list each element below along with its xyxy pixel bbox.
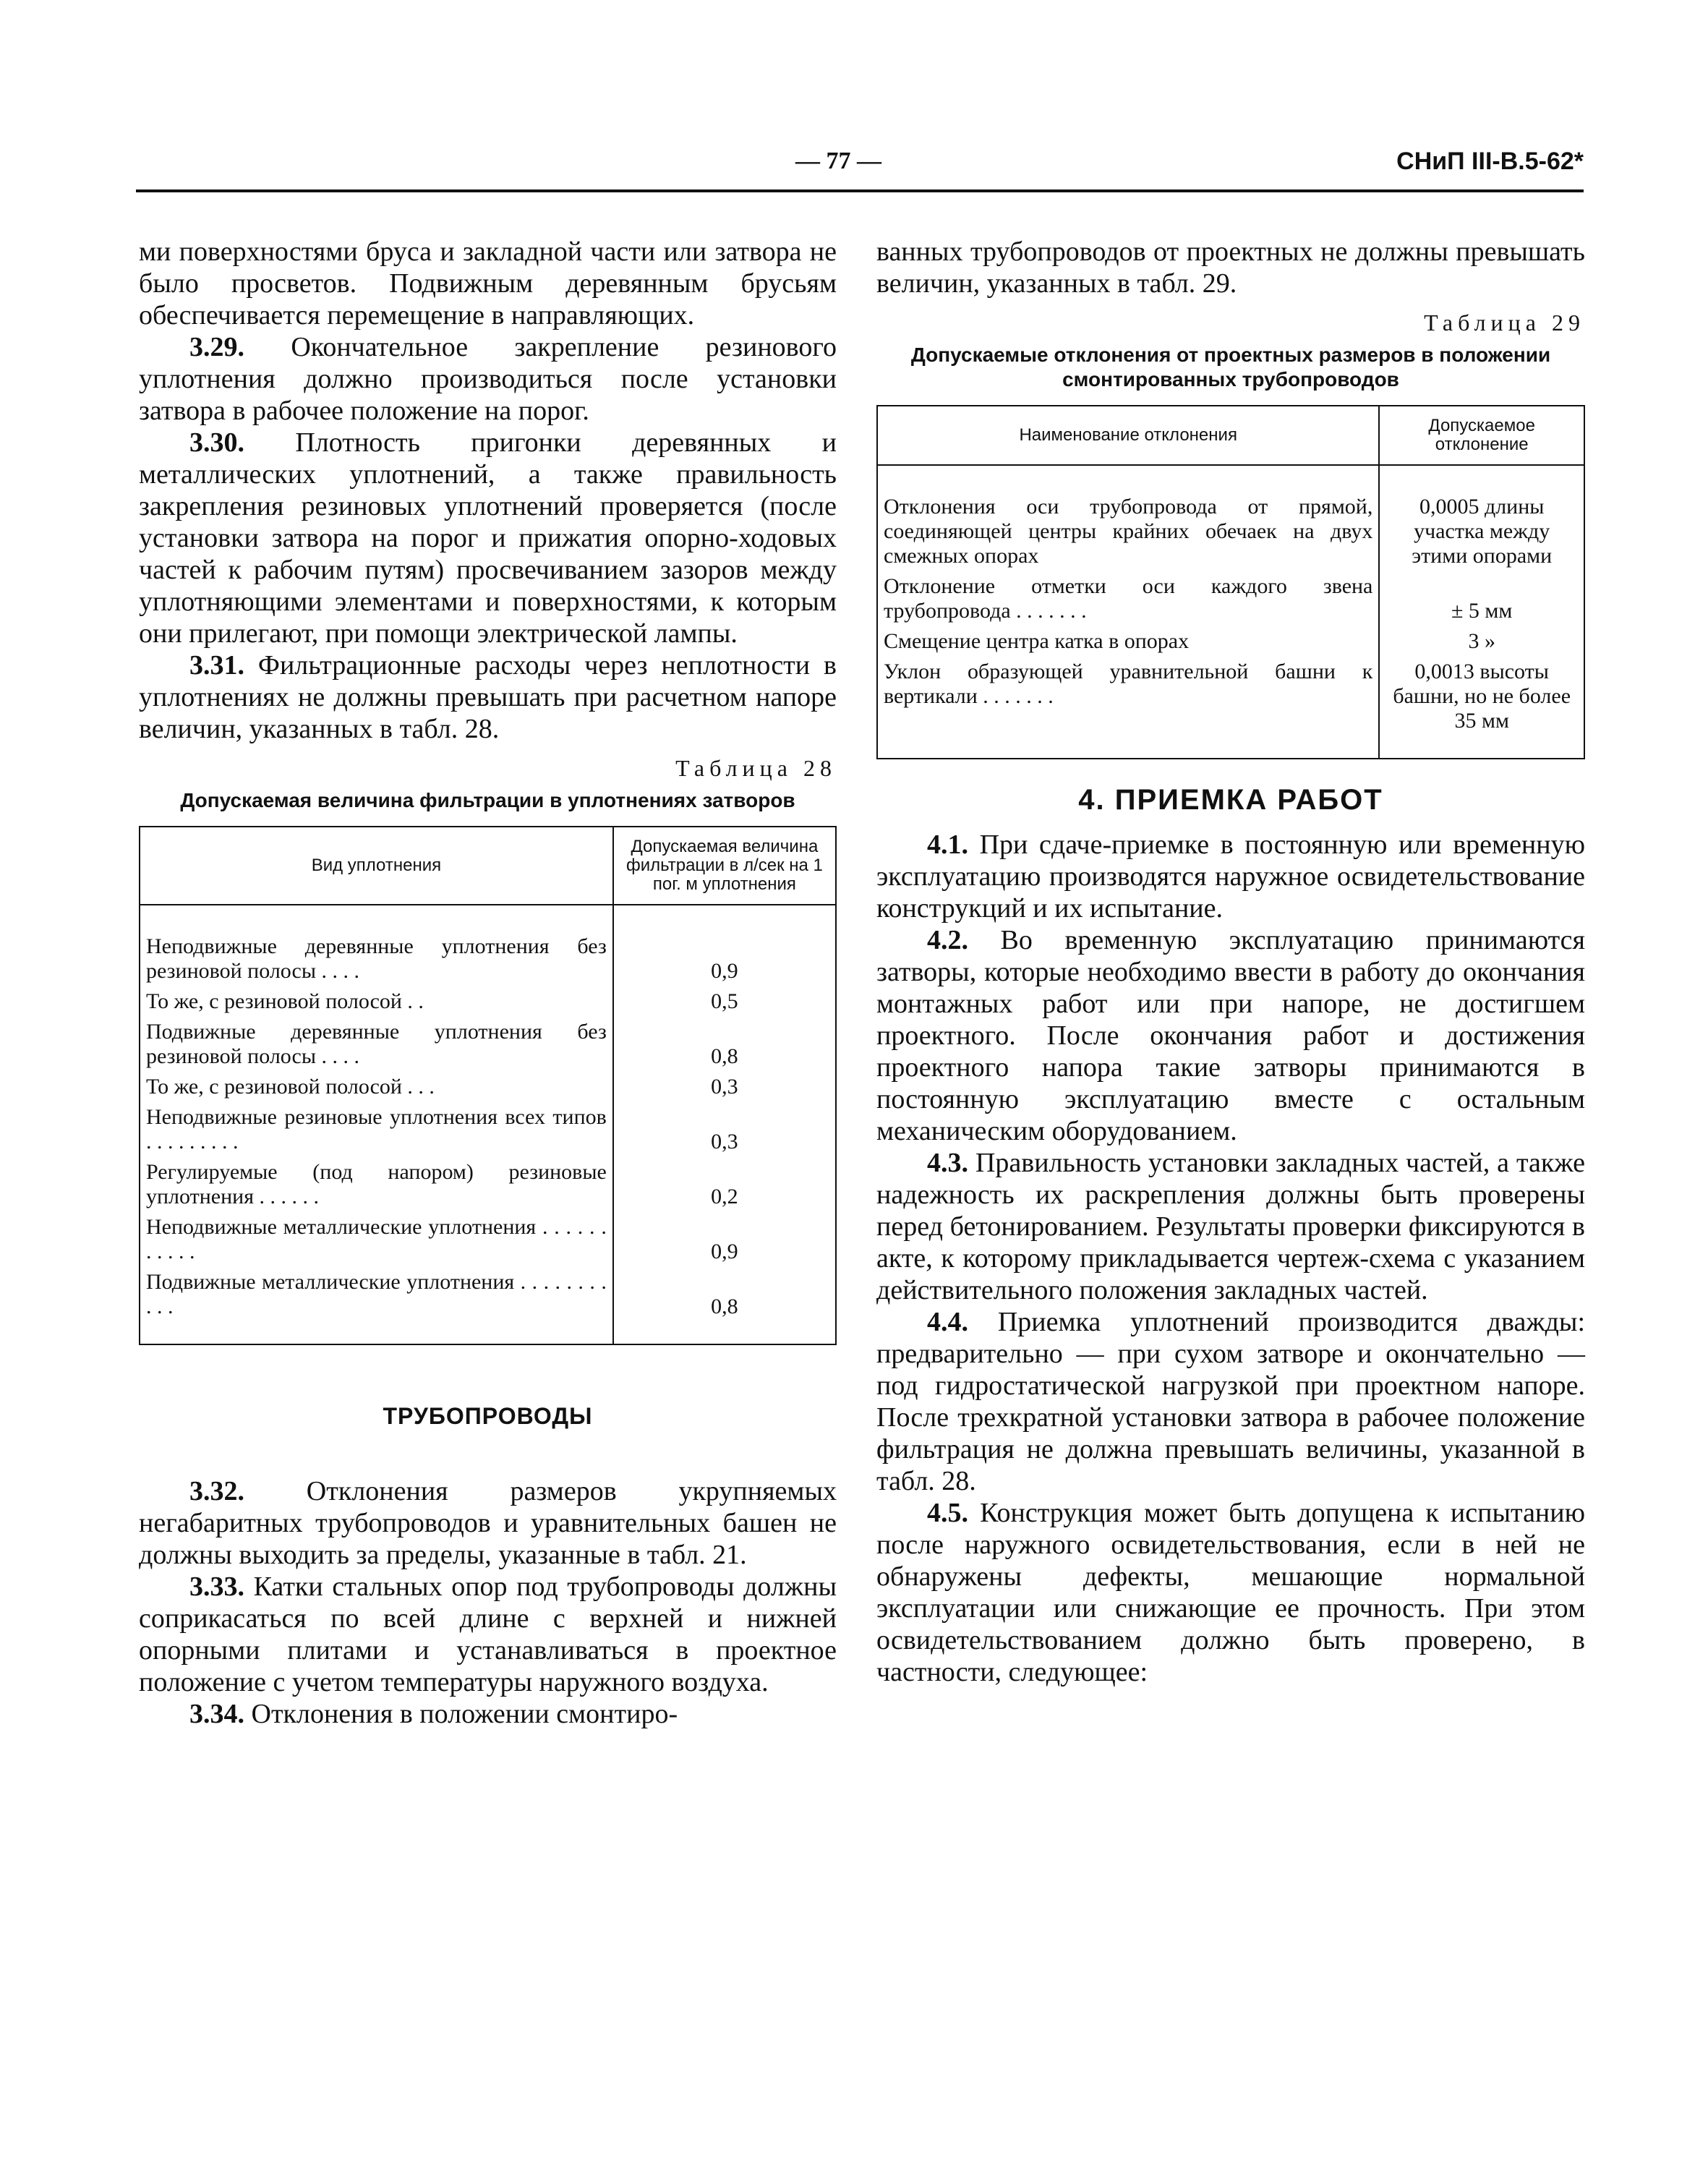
table-28-header-value: Допускаемая величина фильтрации в л/сек на 1 пог. м уплотнения	[613, 827, 836, 905]
paragraph-4-3	[876, 1147, 1585, 1306]
paragraph-3-29	[139, 331, 837, 427]
row-value: 0,0005 длины участка между этими опорами	[1379, 465, 1584, 571]
clause-number: 3.30.	[189, 427, 244, 458]
table-29-caption: Допускаемые отклонения от проектных размеров в положении смонтированных трубопроводов	[910, 344, 1551, 391]
table-row	[877, 657, 1584, 759]
right-column	[876, 236, 1585, 1688]
clause-number: 4.1.	[927, 830, 968, 860]
paragraph-4-5	[876, 1497, 1585, 1688]
document-code: СНиП III-В.5-62*	[1396, 148, 1584, 175]
paragraph-3-32	[139, 1475, 837, 1571]
clause-number: 3.32.	[189, 1476, 244, 1506]
paragraph-4-4	[876, 1306, 1585, 1497]
paragraph-3-33	[139, 1571, 837, 1698]
clause-number: 3.33.	[189, 1572, 244, 1602]
header-rule	[136, 189, 1584, 192]
row-label: Уклон образующей уравнительной башни к вертикали . . . . . . .	[877, 657, 1379, 759]
section-heading-pipelines: ТРУБОПРОВОДЫ	[383, 1403, 593, 1429]
row-value: ± 5 мм	[1379, 571, 1584, 626]
row-label: Неподвижные деревянные уплотнения без резиновой полосы . . . .	[140, 905, 613, 986]
table-29-label: Таблица 29	[1424, 310, 1585, 336]
table-row	[140, 1102, 836, 1157]
paragraph-3-31	[139, 649, 837, 745]
row-value: 0,5	[613, 986, 836, 1017]
clause-text: Во временную эксплуатацию принимаются затворы, которые необходимо ввести в работу до окончания монтажных работ или при напоре, не достигшем проектного. После окончания работ и достижения проектного напора такие затворы принимаются в постоянную эксплуатацию вместе с остальным механическим оборудованием.	[876, 925, 1585, 1146]
table-row	[877, 571, 1584, 626]
row-value: 0,0013 высоты башни, но не более 35 мм	[1379, 657, 1584, 759]
table-row	[140, 1212, 836, 1267]
table-row	[140, 986, 836, 1017]
row-label: Смещение центра катка в опорах	[877, 626, 1379, 657]
table-28	[139, 826, 837, 1345]
clause-text: Отклонения размеров укрупняемых негабаритных трубопроводов и уравнительных башен не должны выходить за пределы, указанные в табл. 21.	[139, 1476, 837, 1570]
paragraph-3-30	[139, 427, 837, 649]
clause-text: Фильтрационные расходы через неплотности в уплотнениях не должны превышать при расчетном напоре величин, указанных в табл. 28.	[139, 650, 837, 744]
clause-text: Окончательное закрепление резинового уплотнения должно производиться после установки затвора в рабочее положение на порог.	[139, 332, 837, 426]
section-heading-acceptance: 4. ПРИЕМКА РАБОТ	[1078, 784, 1383, 816]
clause-number: 3.34.	[189, 1699, 244, 1729]
paragraph-4-2	[876, 924, 1585, 1147]
row-value: 0,8	[613, 1267, 836, 1344]
row-label: Подвижные металлические уплотнения . . . . . . . . . . .	[140, 1267, 613, 1344]
row-value: 0,8	[613, 1017, 836, 1072]
row-value: 0,2	[613, 1157, 836, 1212]
row-label: Неподвижные резиновые уплотнения всех типов . . . . . . . . .	[140, 1102, 613, 1157]
paragraph-4-1	[876, 829, 1585, 924]
row-label: Подвижные деревянные уплотнения без резиновой полосы . . . .	[140, 1017, 613, 1072]
paragraph-3-34	[139, 1698, 837, 1730]
table-row	[140, 1072, 836, 1102]
paragraph-continued: ванных трубопроводов от проектных не должны превышать величин, указанных в табл. 29.	[876, 236, 1585, 299]
row-label: То же, с резиновой полосой . . .	[140, 1072, 613, 1102]
clause-number: 4.3.	[927, 1148, 968, 1178]
row-label: Неподвижные металлические уплотнения . . . . . . . . . . .	[140, 1212, 613, 1267]
paragraph-continued: ми поверхностями бруса и закладной части или затвора не было просветов. Подвижным деревянным брусьям обеспечивается перемещение в направляющих.	[139, 236, 837, 331]
clause-text: Катки стальных опор под трубопроводы должны соприкасаться по всей длине с верхней и нижней опорными плитами и устанавливаться в проектное положение с учетом температуры наружного воздуха.	[139, 1572, 837, 1697]
clause-text: Отклонения в положении смонтиро-	[244, 1699, 678, 1729]
clause-text: При сдаче-приемке в постоянную или временную эксплуатацию производятся наружное освидетельствование конструкций и их испытание.	[876, 830, 1585, 924]
left-column	[139, 236, 837, 1730]
table-29	[876, 405, 1585, 759]
clause-text: Приемка уплотнений производится дважды: предварительно — при сухом затворе и окончательно — под гидростатической нагрузкой при проектном напоре. После трехкратной установки затвора в рабочее положение фильтрация не должна превышать величины, указанной в табл. 28.	[876, 1307, 1585, 1496]
row-label: Отклонение отметки оси каждого звена трубопровода . . . . . . .	[877, 571, 1379, 626]
clause-text: Правильность установки закладных частей, а также надежность их раскрепления должны быть проверены перед бетонированием. Результаты проверки фиксируются в акте, к которому прикладывается чертеж-схема с указанием действительного положения закладных частей.	[876, 1148, 1585, 1305]
row-value: 0,3	[613, 1072, 836, 1102]
clause-text: Конструкция может быть допущена к испытанию после наружного освидетельствования, если в ней не обнаружены дефекты, мешающие нормальной эксплуатации или снижающие ее прочность. При этом освидетельствованием должно быть проверено, в частности, следующее:	[876, 1498, 1585, 1687]
table-row	[877, 626, 1584, 657]
row-label: То же, с резиновой полосой . .	[140, 986, 613, 1017]
table-28-caption: Допускаемая величина фильтрации в уплотнениях затворов	[180, 789, 795, 811]
table-28-header-type: Вид уплотнения	[140, 827, 613, 905]
row-value: 0,3	[613, 1102, 836, 1157]
table-row	[877, 465, 1584, 571]
table-29-header-name: Наименование отклонения	[877, 406, 1379, 465]
row-value: 0,9	[613, 905, 836, 986]
row-label: Отклонения оси трубопровода от прямой, соединяющей центры крайних обечаек на двух смежных опорах	[877, 465, 1379, 571]
table-row	[140, 1017, 836, 1072]
clause-number: 4.4.	[927, 1307, 968, 1337]
table-29-header-value: Допускаемое отклонение	[1379, 406, 1584, 465]
row-value: 0,9	[613, 1212, 836, 1267]
page-number: — 77 —	[795, 148, 881, 174]
table-row	[140, 1267, 836, 1344]
clause-text: Плотность пригонки деревянных и металлических уплотнений, а также правильность закрепления резиновых уплотнений проверяется (после установки затвора на порог и прижатия опорно-ходовых частей к рабочим путям) просвечиванием зазоров между уплотняющими элементами и поверхностями, к которым они прилегают, при помощи электрической лампы.	[139, 427, 837, 649]
clause-number: 3.31.	[189, 650, 244, 681]
row-label: Регулируемые (под напором) резиновые уплотнения . . . . . .	[140, 1157, 613, 1212]
table-row	[140, 905, 836, 986]
clause-number: 3.29.	[189, 332, 244, 362]
clause-number: 4.5.	[927, 1498, 968, 1528]
table-row	[140, 1157, 836, 1212]
table-28-label: Таблица 28	[675, 755, 837, 781]
row-value: 3 »	[1379, 626, 1584, 657]
clause-number: 4.2.	[927, 925, 968, 955]
